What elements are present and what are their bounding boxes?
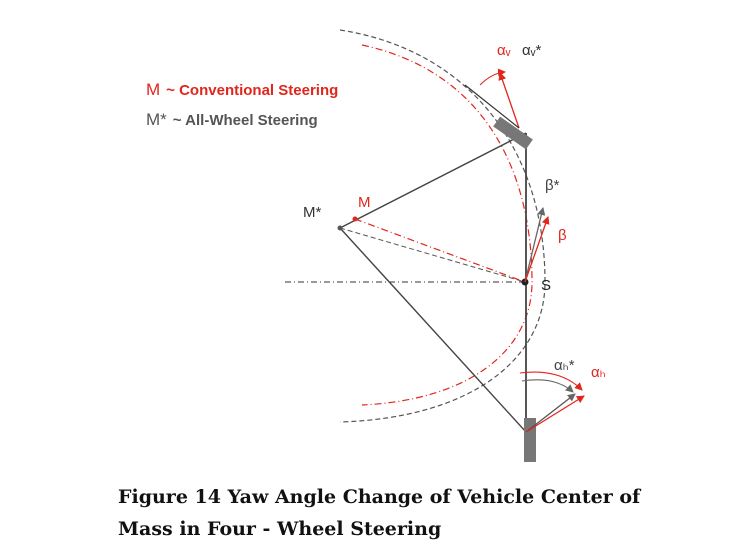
rear-velocity-conventional: [526, 396, 584, 432]
caption-line-1: Figure 14 Yaw Angle Change of Vehicle Center of: [118, 486, 641, 508]
beta-star-vector: [525, 208, 543, 282]
label-m: M: [358, 194, 371, 211]
legend-symbol-m: M: [146, 80, 161, 99]
m-point: [353, 217, 358, 222]
label-alpha-h: αₕ: [591, 364, 606, 381]
m-star-to-front-wheel: [340, 133, 526, 228]
label-beta: β: [558, 227, 567, 244]
path-arc-conventional: [362, 45, 532, 405]
m-star-point: [338, 226, 343, 231]
m-star-to-rear-wheel: [340, 228, 526, 432]
m-star-to-s: [340, 228, 525, 282]
caption-line-2: Mass in Four - Wheel Steering: [118, 518, 442, 540]
label-alpha-h-star: αₕ*: [554, 357, 575, 374]
rear-wheel: [524, 418, 536, 462]
label-alpha-v: αᵥ: [497, 42, 511, 59]
legend-symbol-m-star: M*: [146, 110, 167, 129]
legend-item-all-wheel: [146, 110, 318, 130]
legend-text-all-wheel: ~ All-Wheel Steering: [172, 112, 318, 129]
rear-velocity-all-wheel: [526, 394, 575, 432]
label-alpha-v-star: αᵥ*: [522, 42, 542, 59]
legend-text-conventional: ~ Conventional Steering: [166, 82, 339, 99]
label-m-star: M*: [303, 204, 322, 221]
label-s: S: [541, 277, 552, 294]
path-arc-all-wheel: [340, 30, 545, 422]
alpha-h-star-arc: [522, 380, 573, 392]
figure-caption: [118, 481, 678, 545]
legend-item-conventional: [146, 80, 338, 100]
label-beta-star: β*: [545, 177, 560, 194]
